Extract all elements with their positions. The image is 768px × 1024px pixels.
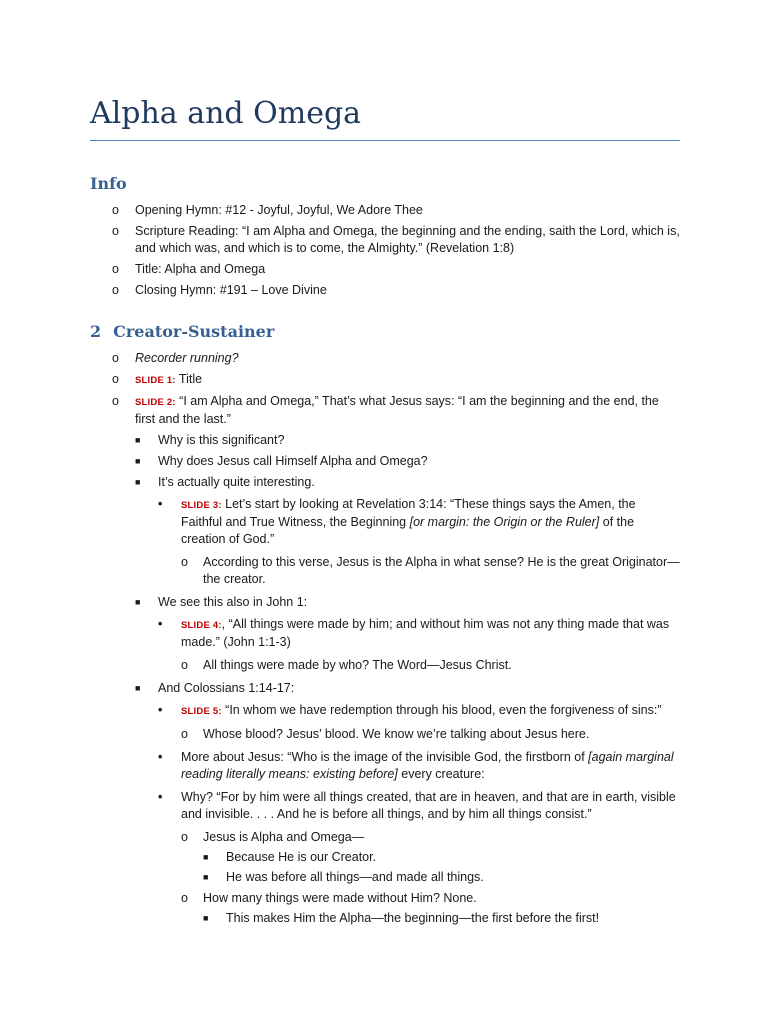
- circle-bullet-icon: o: [181, 658, 188, 672]
- section-list: [90, 350, 680, 927]
- circle-bullet-icon: o: [112, 283, 119, 297]
- slide-label: SLIDE 4:: [181, 620, 222, 631]
- list-item: ■ This makes Him the Alpha—the beginning—the first before the first!: [203, 911, 600, 925]
- square-bullet-icon: ■: [203, 872, 209, 882]
- list-item: o Recorder running?: [112, 351, 239, 365]
- circle-bullet-icon: o: [181, 891, 188, 905]
- section-heading: [90, 323, 680, 340]
- square-bullet-icon: ■: [135, 456, 141, 466]
- list-item: o SLIDE 2: “I am Alpha and Omega,” That’s what Jesus says: “I am the beginning and the end, the first and the last.” ■ Why is this significant? ■ Why does Jesus call Himself Alpha and Omega? ■ It’s actually quite interesting. • SLIDE 3: Let’s start by looking at Revelation 3:14: “These things says the Amen, the Faithful and True Witness, the Beginning [or margin: the Origin or the Ruler] of the creation of God.” o According to this verse, Jesus is the Alpha in what sense? He is the great Originator—the creator. ■ We see this also in John 1: • SLIDE 4:, “All things were made by him; and without him was not any thing made that was made.” (John 1:1-3) o All things were made by who? The Word—Jesus Christ. ■ And Colossians 1:14-17: • SLIDE 5: “In whom we have redemption through his blood, even the forgiveness of sins:” o Whose blood? Jesus’ blood. We know we’re talking about Jesus here. • More about Jesus: “Who is the image of the invisible God, the firstborn of [again marginal reading literally means: existing before] every creature: • Why? “For by him were all things created, that are in heaven, and that are in earth, visible and invisible. . . . And he is before all things, and by him all things consist.” o Jesus is Alpha and Omega— ■ Because He is our Creator. ■ He was before all things—and made all things. o How many things were made without Him? None. ■ This makes Him the Alpha—the beginning—the first before the first!: [112, 394, 680, 925]
- document-page: [90, 0, 680, 933]
- dot-bullet-icon: •: [158, 790, 163, 804]
- square-bullet-icon: ■: [135, 597, 141, 607]
- list-item: ■ And Colossians 1:14-17: • SLIDE 5: “In whom we have redemption through his blood, even the forgiveness of sins:” o Whose blood? Jesus’ blood. We know we’re talking about Jesus here. • More about Jesus: “Who is the image of the invisible God, the firstborn of [again marginal reading literally means: existing before] every creature: • Why? “For by him were all things created, that are in heaven, and that are in earth, visible and invisible. . . . And he is before all things, and by him all things consist.” o Jesus is Alpha and Omega— ■ Because He is our Creator. ■ He was before all things—and made all things. o How many things were made without Him? None. ■ This makes Him the Alpha—the beginning—the first before the first!: [135, 680, 680, 927]
- circle-bullet-icon: o: [112, 203, 119, 217]
- slide-label: SLIDE 2:: [135, 397, 176, 408]
- info-heading: Info: [90, 174, 127, 193]
- square-bullet-icon: ■: [135, 683, 141, 693]
- list-item: ■ Why does Jesus call Himself Alpha and Omega?: [135, 454, 428, 468]
- list-item: o Title: Alpha and Omega: [112, 262, 266, 276]
- circle-bullet-icon: o: [112, 262, 119, 276]
- dot-bullet-icon: •: [158, 750, 163, 764]
- list-item: o Jesus is Alpha and Omega— ■ Because He is our Creator. ■ He was before all things—and made all things.: [181, 829, 680, 886]
- circle-bullet-icon: o: [112, 394, 119, 408]
- info-list: [90, 202, 680, 299]
- list-item: o How many things were made without Him? None. ■ This makes Him the Alpha—the beginning—the first before the first!: [181, 890, 680, 927]
- circle-bullet-icon: o: [181, 830, 188, 844]
- list-item: ■ He was before all things—and made all things.: [203, 870, 484, 884]
- section-title: Creator-Sustainer: [113, 322, 275, 341]
- slide-label: SLIDE 3:: [181, 500, 222, 511]
- list-item: o Opening Hymn: #12 - Joyful, Joyful, We Adore Thee: [112, 203, 423, 217]
- list-item: • SLIDE 3: Let’s start by looking at Revelation 3:14: “These things says the Amen, the Faithful and True Witness, the Beginning [or margin: the Origin or the Ruler] of the creation of God.” o According to this verse, Jesus is the Alpha in what sense? He is the great Originator—the creator.: [158, 497, 680, 586]
- dot-bullet-icon: •: [158, 497, 163, 511]
- square-bullet-icon: ■: [203, 913, 209, 923]
- section-number: 2: [90, 322, 102, 341]
- list-item: o According to this verse, Jesus is the Alpha in what sense? He is the great Originator—the creator.: [181, 555, 680, 586]
- list-item: o All things were made by who? The Word—Jesus Christ.: [181, 658, 512, 672]
- list-item: • More about Jesus: “Who is the image of the invisible God, the firstborn of [again marginal reading literally means: existing before] every creature:: [158, 750, 674, 781]
- list-item: ■ We see this also in John 1: • SLIDE 4:, “All things were made by him; and without him was not any thing made that was made.” (John 1:1-3) o All things were made by who? The Word—Jesus Christ.: [135, 594, 680, 674]
- list-item: ■ Why is this significant?: [135, 433, 285, 447]
- list-item: o Scripture Reading: “I am Alpha and Omega, the beginning and the ending, saith the Lord, which is, and which was, and which is to come, the Almighty.” (Revelation 1:8): [112, 224, 680, 255]
- dot-bullet-icon: •: [158, 703, 163, 717]
- circle-bullet-icon: o: [112, 351, 119, 365]
- document-title: Alpha and Omega: [90, 96, 680, 141]
- list-item: • Why? “For by him were all things created, that are in heaven, and that are in earth, visible and invisible. . . . And he is before all things, and by him all things consist.” o Jesus is Alpha and Omega— ■ Because He is our Creator. ■ He was before all things—and made all things. o How many things were made without Him? None. ■ This makes Him the Alpha—the beginning—the first before the first!: [158, 789, 680, 927]
- circle-bullet-icon: o: [181, 727, 188, 741]
- dot-bullet-icon: •: [158, 617, 163, 631]
- list-item: • SLIDE 4:, “All things were made by him; and without him was not any thing made that was made.” (John 1:1-3) o All things were made by who? The Word—Jesus Christ.: [158, 616, 680, 674]
- list-item: • SLIDE 5: “In whom we have redemption through his blood, even the forgiveness of sins:” o Whose blood? Jesus’ blood. We know we’re talking about Jesus here.: [158, 702, 680, 743]
- list-item: o Whose blood? Jesus’ blood. We know we’re talking about Jesus here.: [181, 727, 590, 741]
- square-bullet-icon: ■: [135, 435, 141, 445]
- circle-bullet-icon: o: [112, 224, 119, 238]
- circle-bullet-icon: o: [112, 372, 119, 386]
- square-bullet-icon: ■: [203, 852, 209, 862]
- square-bullet-icon: ■: [135, 477, 141, 487]
- circle-bullet-icon: o: [181, 555, 188, 569]
- slide-label: SLIDE 5:: [181, 706, 222, 717]
- list-item: o Closing Hymn: #191 – Love Divine: [112, 283, 327, 297]
- slide-label: SLIDE 1:: [135, 375, 176, 386]
- list-item: ■ Because He is our Creator.: [203, 850, 377, 864]
- list-item: ■ It’s actually quite interesting. • SLIDE 3: Let’s start by looking at Revelation 3:14: “These things says the Amen, the Faithful and True Witness, the Beginning [or margin: the Origin or the Ruler] of the creation of God.” o According to this verse, Jesus is the Alpha in what sense? He is the great Originator—the creator.: [135, 475, 680, 586]
- list-item: o SLIDE 1: Title: [112, 372, 203, 386]
